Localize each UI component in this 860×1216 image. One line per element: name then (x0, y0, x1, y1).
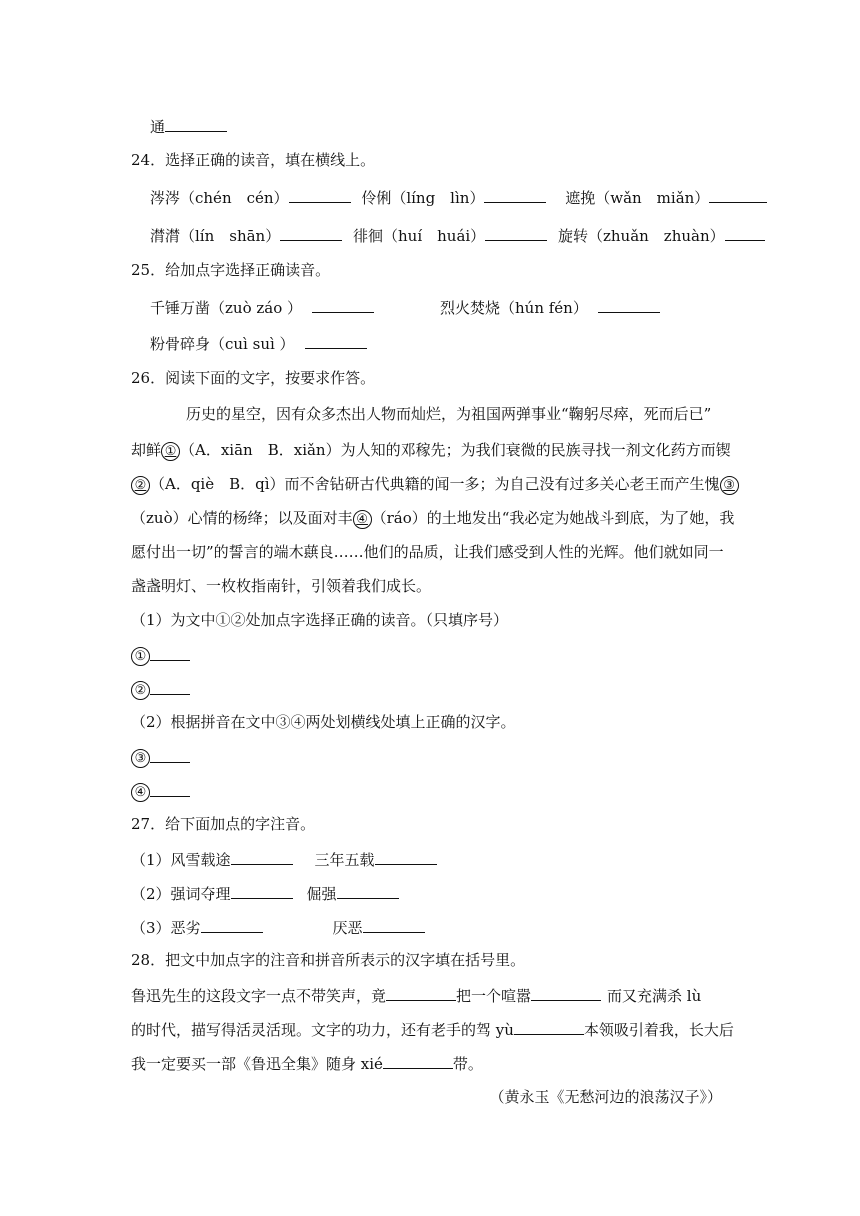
text: （2）强词夺理 (131, 885, 231, 903)
text: 倔强 (306, 885, 337, 903)
q26-para-line2 (131, 440, 731, 461)
q25-b1: 粉骨碎身（cuì suì ） (150, 335, 295, 353)
text: 通 (150, 118, 166, 136)
q25-b1-line (150, 332, 367, 354)
answer-blank[interactable] (514, 1018, 584, 1035)
answer-blank[interactable] (725, 224, 765, 241)
answer-blank[interactable] (363, 916, 425, 933)
q26-para-line1: 历史的星空，因有众多杰出人物而灿烂，为祖国两弹事业“鞠躬尽瘁，死而后已” (186, 405, 712, 423)
answer-blank[interactable] (165, 115, 227, 132)
answer-blank[interactable] (383, 1052, 453, 1069)
q26-answer4 (131, 780, 190, 802)
q26-answer2 (131, 678, 190, 700)
text: 带。 (452, 1055, 483, 1073)
q25-title: 25．给加点字选择正确读音。 (131, 261, 331, 279)
text: （1）风雪载途 (131, 851, 231, 869)
q26-para-line4 (131, 508, 734, 529)
circled-number-2: ② (131, 476, 150, 495)
circled-number-3: ③ (131, 749, 150, 768)
q25-a2-line (440, 296, 660, 318)
q26-para-line3 (131, 474, 739, 495)
answer-blank[interactable] (305, 332, 367, 349)
q24-row2 (150, 224, 765, 246)
answer-blank[interactable] (289, 186, 351, 203)
q24-b3: 旋转（zhuǎn zhuàn） (557, 227, 725, 245)
answer-blank[interactable] (598, 296, 660, 313)
answer-blank[interactable] (201, 916, 263, 933)
text: 鲁迅先生的这段文字一点不带笑声，竟 (131, 987, 387, 1005)
answer-blank[interactable] (150, 746, 190, 763)
q24-row1 (150, 186, 767, 208)
answer-blank[interactable] (531, 984, 601, 1001)
line-tong (150, 115, 227, 137)
q28-line3 (131, 1052, 483, 1074)
q27-row2 (131, 882, 399, 904)
answer-blank[interactable] (709, 186, 767, 203)
q28-source: （黄永玉《无愁河边的浪荡汉子》） (489, 1088, 722, 1106)
q24-a1: 涔涔（chén cén） (150, 189, 289, 207)
q26-para-line5: 愿付出一切”的誓言的端木蕻良……他们的品质，让我们感受到人性的光辉。他们就如同一 (131, 543, 724, 561)
q28-line2 (131, 1018, 734, 1040)
text: 厌恶 (332, 919, 363, 937)
text: 我一定要买一部《鲁迅全集》随身 xié (131, 1055, 383, 1073)
q27-row3 (131, 916, 425, 938)
text: 把一个喧嚣 (456, 987, 532, 1005)
text: （ráo）的土地发出“我必定为她战斗到底，为了她，我 (371, 509, 735, 527)
answer-blank[interactable] (150, 780, 190, 797)
answer-blank[interactable] (337, 882, 399, 899)
q24-a3: 遮挽（wǎn miǎn） (565, 189, 710, 207)
q26-sub2: （2）根据拼音在文中③④两处划横线处填上正确的汉字。 (131, 713, 516, 731)
q26-para-line6: 盏盏明灯、一枚枚指南针，引领着我们成长。 (131, 577, 432, 595)
q27-row1 (131, 848, 437, 870)
q24-b1: 潸潸（lín shān） (150, 227, 281, 245)
q24-title: 24．选择正确的读音，填在横线上。 (131, 151, 376, 169)
answer-blank[interactable] (485, 224, 547, 241)
text: 本领吸引着我，长大后 (583, 1021, 734, 1039)
text: （A．xiān B．xiǎn）为人知的邓稼先；为我们衰微的民族寻找一剂文化药方而锲 (180, 441, 731, 459)
q26-title: 26．阅读下面的文字，按要求作答。 (131, 369, 376, 387)
answer-blank[interactable] (150, 678, 190, 695)
answer-blank[interactable] (386, 984, 456, 1001)
q27-title: 27．给下面加点的字注音。 (131, 815, 316, 833)
answer-blank[interactable] (150, 644, 190, 661)
q25-a1: 千锤万凿（zuò záo ） (150, 299, 303, 317)
circled-number-1: ① (161, 442, 180, 461)
answer-blank[interactable] (280, 224, 342, 241)
text: 三年五载 (314, 851, 375, 869)
answer-blank[interactable] (312, 296, 374, 313)
answer-blank[interactable] (375, 848, 437, 865)
text: 却鲜 (131, 441, 162, 459)
q24-a2: 伶俐（líng lìn） (361, 189, 485, 207)
answer-blank[interactable] (231, 882, 293, 899)
q26-answer3 (131, 746, 190, 768)
text: （zuò）心情的杨绛；以及面对丰 (131, 509, 353, 527)
text: 而又充满杀 lù (607, 987, 702, 1005)
q25-a1-line (150, 296, 374, 318)
circled-number-1: ① (131, 647, 150, 666)
q26-sub1: （1）为文中①②处加点字选择正确的读音。（只填序号） (131, 611, 509, 629)
circled-number-4: ④ (131, 783, 150, 802)
q25-a2: 烈火焚烧（hún fén） (440, 299, 588, 317)
q28-title: 28．把文中加点字的注音和拼音所表示的汉字填在括号里。 (131, 951, 526, 969)
text: （A．qiè B．qì）而不舍钻研古代典籍的闻一多；为自己没有过多关心老王而产生愧 (150, 475, 720, 493)
text: 的时代，描写得活灵活现。文字的功力，还有老手的驾 yù (131, 1021, 514, 1039)
circled-number-2: ② (131, 681, 150, 700)
answer-blank[interactable] (484, 186, 546, 203)
circled-number-4: ④ (353, 510, 372, 529)
q28-line1 (131, 984, 701, 1006)
circled-number-3: ③ (720, 476, 739, 495)
q26-answer1 (131, 644, 190, 666)
text: （3）恶劣 (131, 919, 201, 937)
q24-b2: 徘徊（huí huái） (353, 227, 486, 245)
answer-blank[interactable] (231, 848, 293, 865)
